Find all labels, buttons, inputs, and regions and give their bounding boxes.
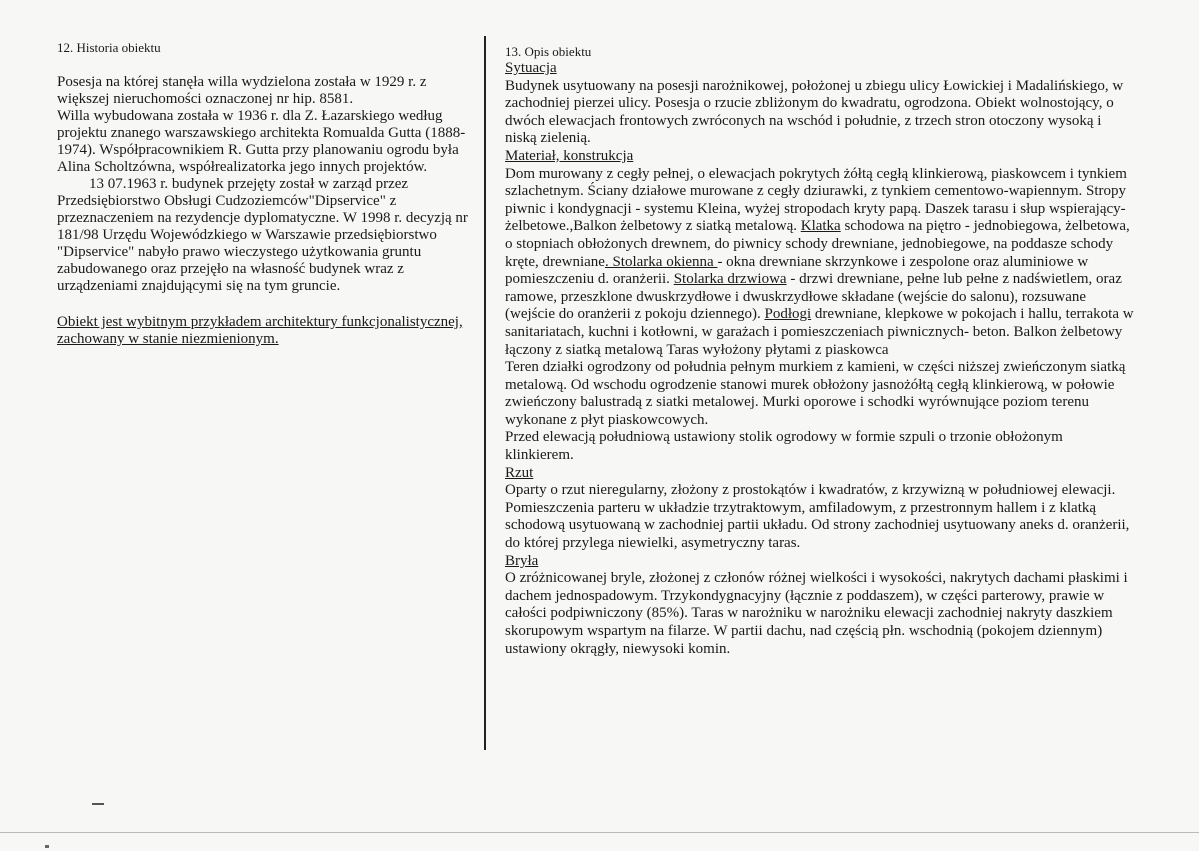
description-title: 13. Opis obiektu: [505, 44, 592, 59]
sytuacja-text: Budynek usytuowany na posesji narożnikowej, położonej u zbiegu ulicy Łowickiej i Madalińskiego, w zachodniej pierzei ulicy. Posesja o rzucie zbliżonym do kwadratu, ogrodzona. Obiekt wolnostojący, o dwóch elewacjach frontowych zwróconych na wschód i południe, z trzech stron otoczony wysoką i niską zielenią.: [505, 77, 1124, 147]
heading-klatka: Klatka: [800, 218, 841, 235]
history-conclusion: Obiekt jest wybitnym przykładem architektury funkcjonalistycznej, zachowany w stanie niezmienionym.: [57, 314, 463, 347]
stolik-text: Przed elewacją południową ustawiony stolik ogrodowy w formie szpuli o trzonie obłożonym klinkierem.: [505, 429, 1063, 464]
bryla-text: O zróżnicowanej bryle, złożonej z członów różnej wielkości i wysokości, nakrytych dachami płaskimi i dachem jednospadowym. Trzykondygnacyjny (łącznie z poddaszem), w części parterowy, prawie w całości podpiwniczony (85%). Taras w narożniku w narożniku elewacji zachodniej nakryty daszkiem skorupowym wspartym na filarze. W partii dachu, nad częścią płn. wschodnią (pokojem dziennym) ustawiony okrągły, niewysoki komin.: [505, 570, 1128, 657]
scan-edge-line: [0, 832, 1199, 833]
material-text-d: - drzwi drewniane, pełne lub pełne z nadświetlem, oraz ramowe, przeszklone dwuskrzydłowe i dwuskrzydłowe składane (wejście do salonu), rozsuwane (wejście do oranżerii z pokoju dziennego).: [505, 271, 1122, 323]
history-paragraph-2: Willa wybudowana została w 1936 r. dla Z. Łazarskiego według projektu znanego warszawskiego architekta Romualda Gutta (1888-1974). Współpracownikiem R. Gutta przy planowaniu ogrodu była Alina Scholtzówna, współrealizatorka jego innych projektów.: [57, 108, 466, 175]
history-title: 12. Historia obiektu: [57, 40, 161, 55]
heading-stolarka-drzwiowa: Stolarka drzwiowa: [673, 271, 787, 288]
material-text-b: schodowa na piętro - jednobiegowa, żelbetowa, o stopniach obłożonych drewnem, do piwnicy schody drewniane, jednobiegowe, na poddasze schody kręte, drewniane: [505, 218, 1130, 270]
history-paragraph-1: Posesja na której stanęła willa wydzielona została w 1929 r. z większej nieruchomości oznaczonej nr hip. 8581.: [57, 74, 427, 107]
heading-podlogi: Podłogi: [764, 306, 812, 323]
heading-material: Materiał, konstrukcja: [505, 147, 634, 164]
column-divider: [484, 36, 486, 750]
history-paragraph-3: 13 07.1963 r. budynek przejęty został w zarząd przez Przedsiębiorstwo Obsługi Cudzoziemców"Dipservice" z przeznaczeniem na rezydencje dyplomatyczne. W 1998 r. decyzją nr 181/98 Urzędu Wojewódzkiego w Warszawie przedsiębiorstwo "Dipservice" nabyło prawo wieczystego użytkowania gruntu zabudowanego oraz przejęło na własność budynek wraz z urządzeniami znajdującymi się na tym gruncie.: [57, 176, 468, 294]
scan-mark-dash: [92, 803, 104, 805]
heading-bryla: Bryła: [505, 552, 539, 569]
heading-sytuacja: Sytuacja: [505, 60, 557, 76]
material-text: [505, 166, 1135, 360]
rzut-text: Oparty o rzut nieregularny, złożony z prostokątów i kwadratów, z krzywizną w południowej elewacji. Pomieszczenia parteru w układzie trzytraktowym, amfiladowym, z przestronnym hallem i z klatką schodową usytuowaną w zachodniej partii układu. Od strony zachodniej usytuowany aneks d. oranżerii, do której przylega niewielki, asymetryczny taras.: [505, 482, 1130, 552]
heading-stolarka-okienna: . Stolarka okienna: [604, 253, 718, 270]
material-text-a: Dom murowany z cegły pełnej, o elewacjach pokrytych żółtą cegłą klinkierową, piaskowcem i tynkiem szlachetnym. Ściany działowe murowane z cegły dziurawki, z tynkiem cementowo-wapiennym. Stropy piwnic i kondygnacji - systemu Kleina, wyżej stropodach kryty papą. Daszek tarasu i słup wspierający- żelbetowe.,Balkon żelbetowy z siatką metalową.: [505, 165, 1127, 235]
heading-rzut: Rzut: [505, 464, 534, 481]
material-text-e: drewniane, klepkowe w pokojach i hallu, terrakota w sanitariatach, kuchni i kotłowni, w garażach i pomieszczeniach piwnicznych- beton. Balkon żelbetowy łączony z siatką metalową Taras wyłożony płytami z piaskowca: [505, 306, 1134, 358]
description-column: [505, 44, 1135, 658]
material-text-c: - okna drewniane skrzynkowe i zespolone oraz aluminiowe w pomieszczeniu d. oranżerii.: [505, 253, 1089, 288]
history-column: [57, 40, 477, 348]
teren-text: Teren działki ogrodzony od południa pełnym murkiem z kamieni, w części niższej zwieńczonym siatką metalową. Od wschodu ogrodzenie stanowi murek obłożony jasnożółtą cegłą klinkierową, w połowie zwieńczony balustradą z siatki metalowej. Murki oporowe i schodki wyrównujące poziom terenu wykonane z płyt piaskowcowych.: [505, 359, 1126, 428]
scan-mark-dot: [45, 845, 49, 848]
